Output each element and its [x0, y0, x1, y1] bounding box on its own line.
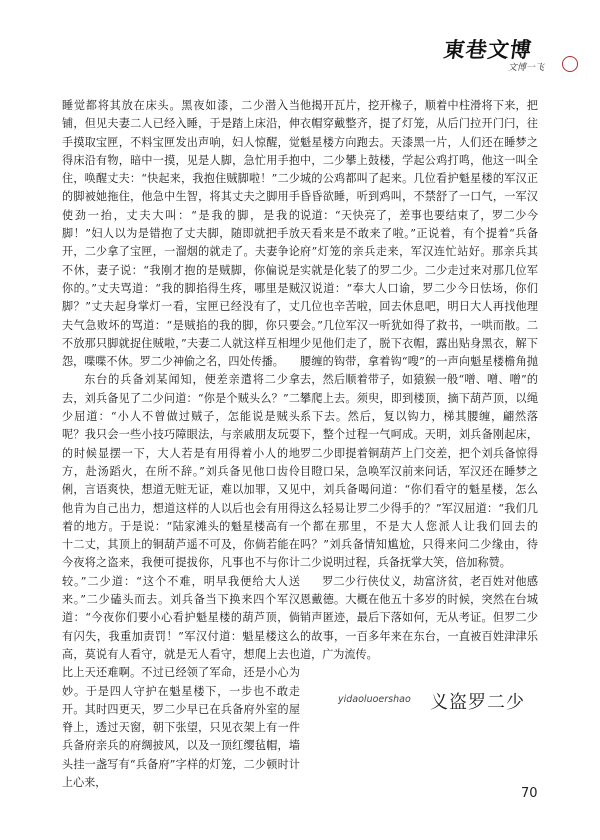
left-text-column	[62, 97, 300, 792]
column-logo	[444, 34, 584, 82]
paragraph: 东台的兵备刘某闻知，便差亲遣将二少拿去，刘兵备见了二少问道：“你是个贼头么？”二少屈道：“小人不曾做过贼子，怎能说是贼头呢？我只会一些小技巧障眼法，与亲戚朋友玩耍的时候显摆一下，大人若是有用得着小人的地方，赴汤蹈火，在所不辞。”刘兵备见他口齿伶俐，言语爽快，想道无赃无证，难以加罪，又见他肯为自己出力，想道这样的人以后也会有用得着的地方。于是说：“陆家滩头的魁星楼高有一十二丈，其顶上的铜葫芦遥不可及，你倘若能在今夜将之盗来，我便可提拔你，凡事也不与你计较。”二少道：“这个不难，明早我便给大人送来。”二少磕头而去。刘兵备当下换来四个军汉道：“今夜你们要小心看护魁星楼的葫芦顶，倘有闪失，我重加责罚！”军汉付道：魁星楼这么高，莫说有人看守，就是无人看守，想爬上去也比上天还难啊。不过已经领了军命，还是小心为妙。于是四人守护在魁星楼下，一步也不敢走开。其时四更天，罗二少早已在兵备府外室的屋脊上，透过天窗，朝下张望，只见衣架上有一件兵备府亲兵的府绸披风，以及一顶红缨毡帽，墙头挂一盏写有“兵备府”字样的灯笼，二少顿时计上心来，	[62, 373, 300, 789]
page-number: 70	[521, 786, 538, 801]
column-logo-title: 東巷文博	[442, 37, 534, 62]
article-title: 义盗罗二少	[430, 692, 525, 713]
article-title-block	[338, 688, 538, 712]
paragraph: 罗二少行侠仗义，劫富济贫，老百姓对他感恩戴德。大概在他五十多岁的时候，突然在台城销声匿迹，最后下落如何，无从考证。但罗二少的故事，一百多年来在东台，一直被百姓津津乐道，广为流传。	[300, 574, 538, 661]
seal-icon	[562, 56, 578, 72]
article-title-pinyin: yidaoluoershao	[338, 694, 411, 705]
paragraph: 他揭开瓦片，挖开椽子，顺着中柱滑将下来，把衣帽穿戴整齐，提了灯笼，从后门拉开门闩，往魁星楼方向跑去。天漆黑一片，人们还在睡梦之中，二少攀上鼓楼，学起公鸡打鸣，他这一叫全城的公鸡都叫了起来。几位看护魁星楼的军汉正昏昏欲睡，听到鸡叫，不禁舒了一口气，一军汉说道：“天快亮了，差事也要结束了，罗二少今天看来是不敢来了啦。”正说着，有个提着“兵备府”灯笼的亲兵走来，军汉连忙站好。那亲兵其实就是化装了的罗二少。二少走过来对那几位军汉说道：“奉大人口谕，罗二少今日怯场，你们几位也辛苦啦，回去休息吧，明日大人再找他理会。”几位军汉一听犹如得了救书，一哄而散。二少见他们走了，脱下衣帽，露出贴身黑衣，解下腰缠的钩带，拿着钩“嗖”的一声向魁星楼檐角抛去，然后顺着带子，如猿猴一般“噌、噌、噌”的攀爬上去。须臾，即到楼顶，摘下葫芦顶，以绳系下去。然后，复以钩力，梯其腰缠，翩然落下，整个过程一气呵成。天明，刘兵备刚起床，罗二少即提着铜葫芦上门交差，把个刘兵备惊得目瞪口呆，急唤军汉前来问话，军汉还在睡梦之中，刘兵备喝问道：“你们看守的魁星楼，怎么这么轻易让罗二少得手的？”军汉屈道：“我们几个都在那里，不是大人您派人让我们回去的吗？”刘兵备情知尴尬，只得来问二少缘由，待二少说明过程，兵备抚掌大笑，倍加称赞。	[300, 99, 538, 570]
right-text-column	[300, 97, 538, 664]
column-logo-signature: 文博一飞	[508, 63, 545, 73]
paragraph: 睡觉都将其放在床头。黑夜如漆，二少潜入当铺，但见夫妻二人已经入睡，于是踏上床沿，伸手摸取宝匣，不料宝匣发出声响，妇人惊醒，觉得床沿有物，暗中一摸，见是人脚，急忙用手抱住，唤醒丈夫：“快起来，我抱住贼脚啦！”二少的脚被她拖住，他急中生智，将其丈夫之脚用手使劲一抬，丈夫大叫：“是我的脚，是我的脚！”妇人以为是错抱了丈夫脚，随即就把手放开，二少拿了宝匣，一溜烟的就走了。夫妻争论不休，妻子说：“我刚才抱的是贼脚，你偏说是你的。”丈夫骂道：“我的脚掐得生疼，哪里是贼脚？”丈夫起身掌灯一看，宝匣已经没有了，丈夫气急败坏的骂道：“是贼掐的我的脚，你只要不放那只脚就捉住贼啦，”夫妻二人就这样互相埋怨，喋喋不休。罗二少神偷之名，四处传播。	[62, 99, 300, 369]
